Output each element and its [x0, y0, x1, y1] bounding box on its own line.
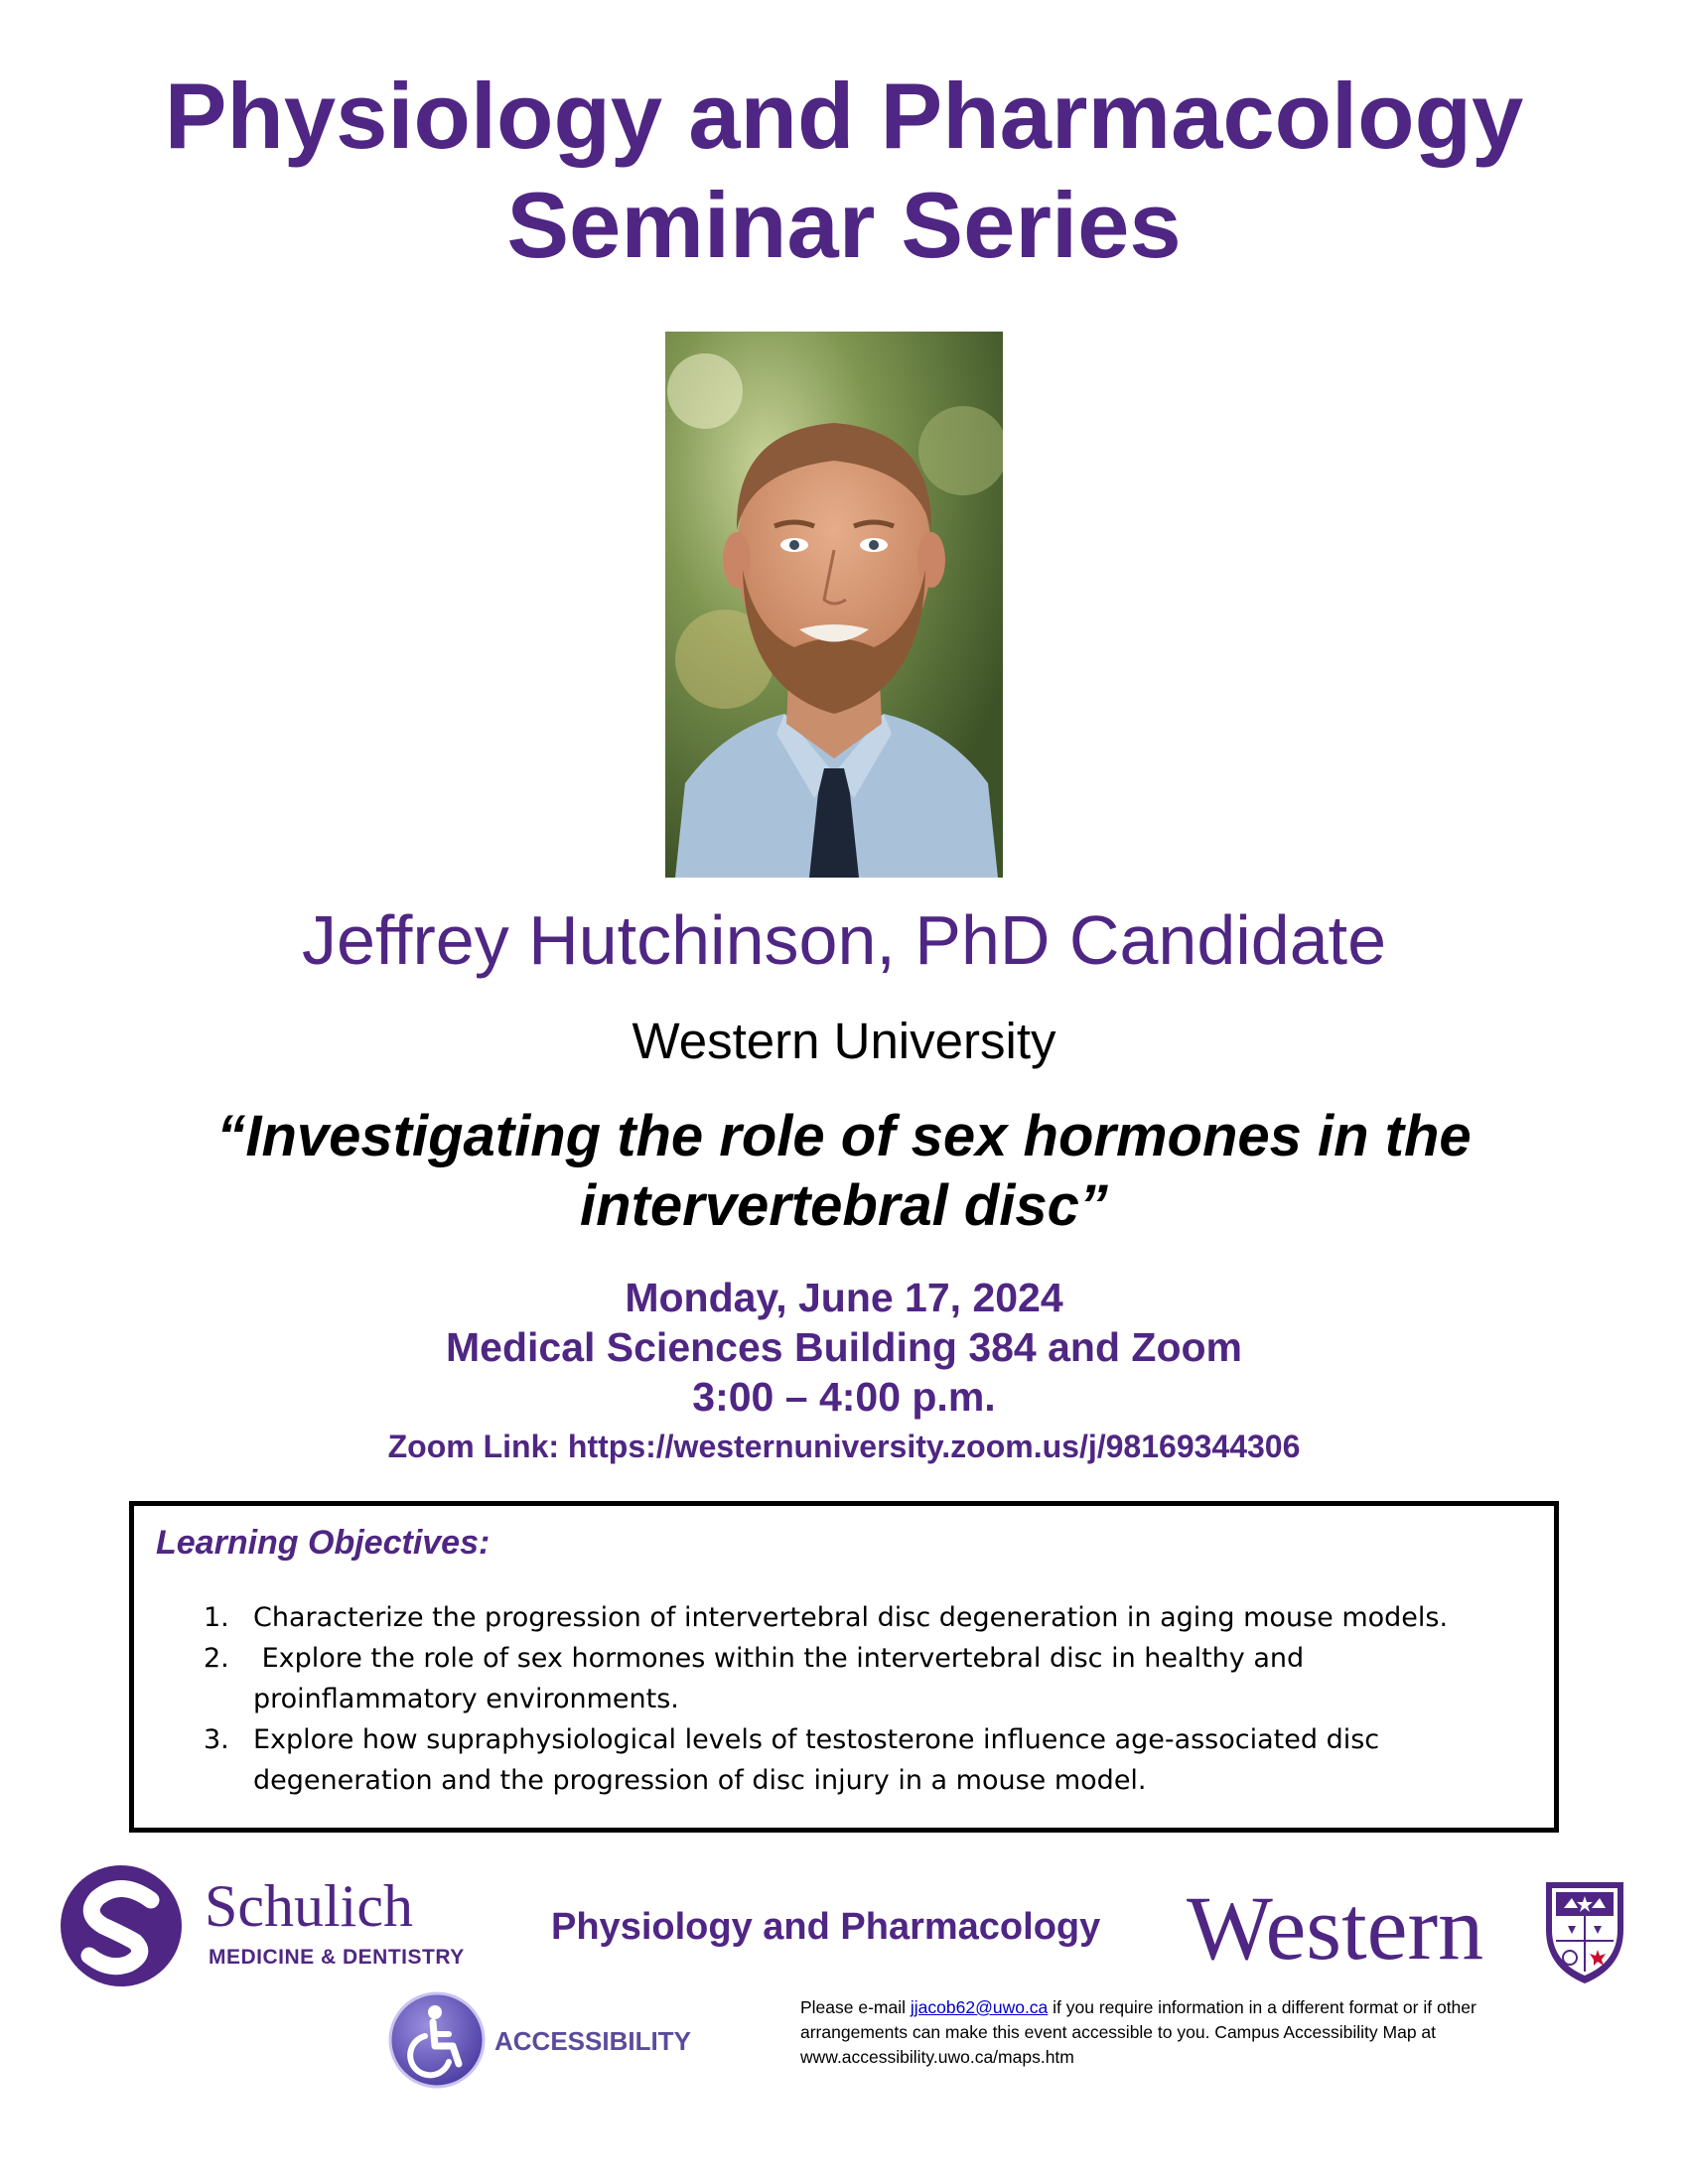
list-item-number: 3. — [204, 1724, 229, 1755]
list-item — [204, 1597, 1534, 1638]
list-item-text: Explore how supraphysiological levels of testosterone influence age-associated disc degeneration and the progression of disc injury in a mouse model. — [253, 1724, 1380, 1796]
list-item — [204, 1638, 1534, 1719]
accessibility-label: ACCESSIBILITY — [494, 2026, 691, 2056]
western-wordmark: Western — [1187, 1877, 1484, 1979]
list-item-text: Explore the role of sex hormones within the intervertebral disc in healthy and proinflammatory environments. — [253, 1643, 1313, 1714]
western-crest-icon — [1542, 1878, 1627, 1985]
learning-objectives-box — [129, 1501, 1559, 1833]
learning-objectives-heading: Learning Objectives: — [156, 1524, 491, 1562]
event-info — [0, 1273, 1688, 1469]
series-title — [0, 62, 1688, 280]
series-title-line2: Seminar Series — [506, 173, 1182, 277]
schulich-name: Schulich — [205, 1873, 413, 1939]
contact-suffix: if you require information in a different format or if other arrangements can make this event accessible to you. Campus Accessibility Map at www.accessibility.uwo.ca/maps.htm — [800, 1997, 1481, 2067]
wheelchair-icon — [387, 1990, 487, 2090]
talk-title — [0, 1102, 1688, 1241]
series-title-line1: Physiology and Pharmacology — [164, 64, 1524, 168]
schulich-s-icon — [60, 1864, 184, 1988]
contact-email-link[interactable]: jjacob62@uwo.ca — [910, 1997, 1049, 2017]
speaker-affiliation: Western University — [632, 1013, 1056, 1069]
speaker-photo — [665, 332, 1003, 878]
event-time: 3:00 – 4:00 p.m. — [692, 1374, 996, 1420]
schulich-logo — [60, 1864, 477, 1993]
contact-prefix: Please e-mail — [800, 1997, 911, 2017]
schulich-subtitle: MEDICINE & DENTISTRY — [209, 1946, 465, 1969]
list-item-number: 1. — [204, 1602, 229, 1633]
list-item-text: Characterize the progression of intervertebral disc degeneration in aging mouse models. — [253, 1602, 1449, 1633]
list-item — [204, 1719, 1534, 1801]
speaker-name: Jeffrey Hutchinson, PhD Candidate — [301, 901, 1387, 979]
accessibility-badge — [387, 1990, 705, 2090]
zoom-link[interactable]: Zoom Link: https://westernuniversity.zoom.us/j/98169344306 — [387, 1429, 1301, 1464]
talk-title-line2: intervertebral disc” — [580, 1173, 1108, 1238]
department-name: Physiology and Pharmacology — [551, 1906, 1101, 1948]
event-date: Monday, June 17, 2024 — [625, 1275, 1063, 1320]
western-logo — [1187, 1878, 1633, 1997]
talk-title-line1: “Investigating the role of sex hormones in the — [216, 1104, 1472, 1168]
learning-objectives-list — [204, 1597, 1534, 1801]
event-location: Medical Sciences Building 384 and Zoom — [446, 1324, 1242, 1370]
list-item-number: 2. — [204, 1643, 229, 1674]
contact-note — [800, 1995, 1495, 2070]
